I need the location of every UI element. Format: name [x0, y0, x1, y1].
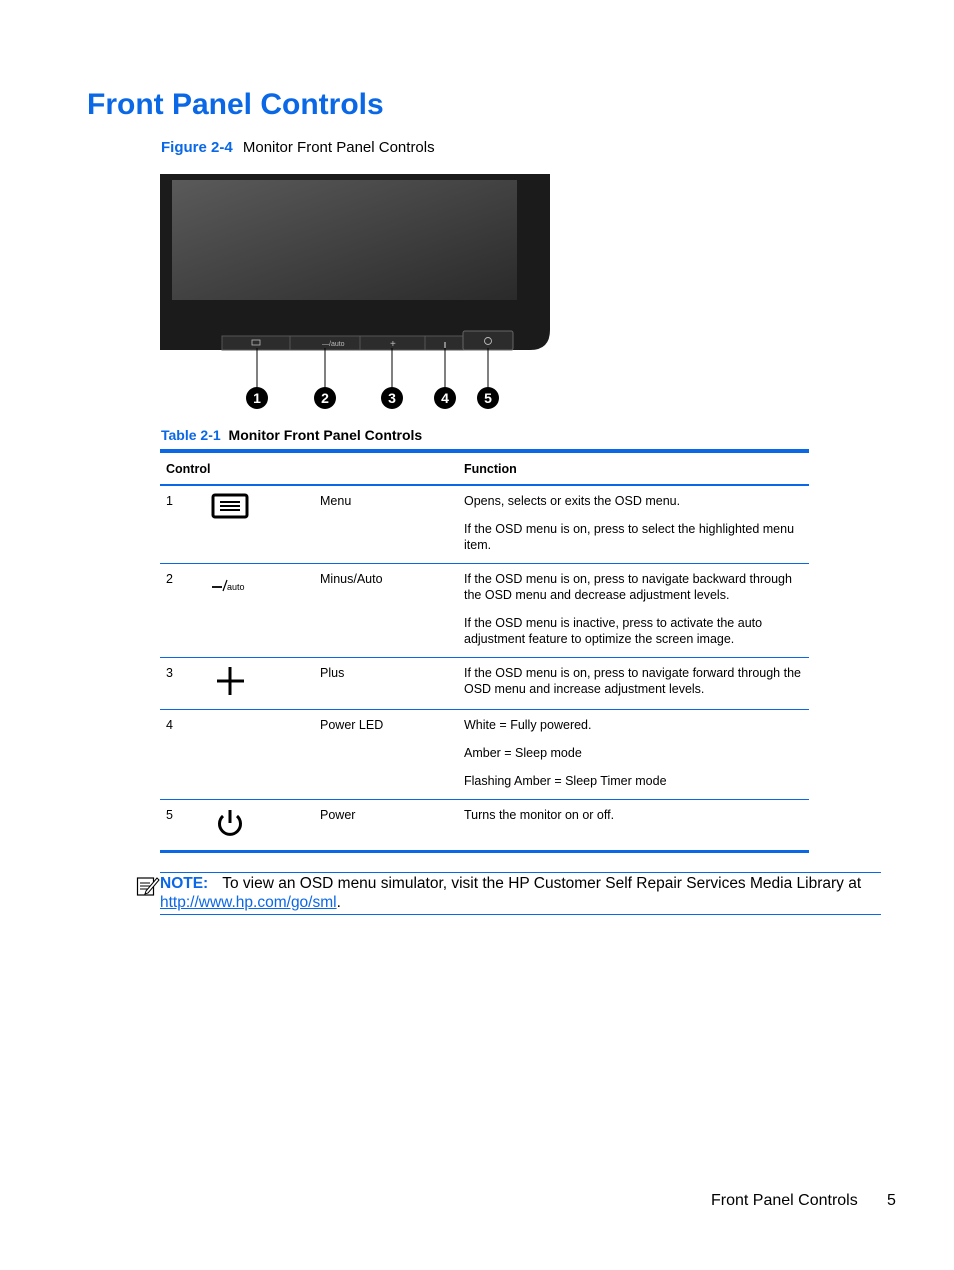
figure-label: Figure 2-4	[161, 139, 233, 156]
table-row	[160, 658, 809, 710]
monitor-figure	[160, 170, 560, 415]
table-row	[160, 485, 809, 564]
function-text: Turns the monitor on or off.	[464, 808, 615, 822]
row-number: 1	[160, 485, 204, 564]
note-label: NOTE:	[160, 875, 209, 892]
table-label: Table 2-1	[161, 427, 221, 443]
control-name: Power	[314, 800, 458, 852]
svg-text:—/auto: —/auto	[322, 341, 345, 348]
footer-section: Front Panel Controls	[711, 1192, 858, 1209]
function-text: Opens, selects or exits the OSD menu.	[464, 494, 681, 508]
function-text: If the OSD menu is on, press to navigate backward through the OSD menu and decrease adjustment levels.	[464, 572, 792, 602]
icon-cell	[204, 800, 314, 852]
function-text: If the OSD menu is on, press to navigate forward through the OSD menu and increase adjustment levels.	[464, 666, 801, 696]
function-cell	[458, 710, 809, 800]
row-number: 3	[160, 658, 204, 710]
function-text: Flashing Amber = Sleep Timer mode	[464, 774, 667, 788]
minus-auto-icon	[210, 571, 254, 595]
page-title: Front Panel Controls	[87, 88, 384, 121]
svg-text:auto: auto	[227, 582, 245, 592]
table-row	[160, 564, 809, 658]
icon-cell	[204, 658, 314, 710]
icon-cell	[204, 564, 314, 658]
function-text: Amber = Sleep mode	[464, 746, 582, 760]
controls-table	[160, 449, 809, 853]
function-cell	[458, 658, 809, 710]
table-row	[160, 710, 809, 800]
callout-label: 4	[441, 390, 449, 406]
function-cell	[458, 485, 809, 564]
function-cell	[458, 800, 809, 852]
note-icon	[136, 875, 160, 897]
control-name: Minus/Auto	[314, 564, 458, 658]
header-function: Function	[458, 451, 809, 485]
control-name: Plus	[314, 658, 458, 710]
figure-title: Monitor Front Panel Controls	[242, 139, 435, 156]
note-text: To view an OSD menu simulator, visit the HP Customer Self Repair Services Media Library at	[222, 875, 862, 892]
table-title: Monitor Front Panel Controls	[228, 427, 423, 443]
menu-icon	[210, 493, 250, 521]
table-row	[160, 800, 809, 852]
footer-page-number: 5	[887, 1192, 896, 1209]
sml-link[interactable]: http://www.hp.com/go/sml	[160, 894, 337, 911]
note-box	[160, 872, 881, 915]
row-number: 2	[160, 564, 204, 658]
control-name: Menu	[314, 485, 458, 564]
icon-cell	[204, 710, 314, 800]
power-icon	[210, 807, 250, 839]
plus-icon	[210, 665, 250, 697]
function-cell	[458, 564, 809, 658]
row-number: 5	[160, 800, 204, 852]
header-control: Control	[160, 451, 458, 485]
function-text: White = Fully powered.	[464, 718, 592, 732]
callout-label: 1	[253, 390, 261, 406]
function-text: If the OSD menu is inactive, press to activate the auto adjustment feature to optimize the screen image.	[464, 616, 763, 646]
figure-caption	[161, 139, 435, 156]
function-text: If the OSD menu is on, press to select the highlighted menu item.	[464, 522, 795, 552]
row-number: 4	[160, 710, 204, 800]
icon-cell	[204, 485, 314, 564]
table-caption	[161, 427, 422, 443]
control-name: Power LED	[314, 710, 458, 800]
callout-label: 5	[484, 390, 492, 406]
svg-text:+: +	[390, 339, 396, 350]
callout-label: 2	[321, 390, 329, 406]
callout-label: 3	[388, 390, 396, 406]
note-after: .	[336, 894, 341, 911]
